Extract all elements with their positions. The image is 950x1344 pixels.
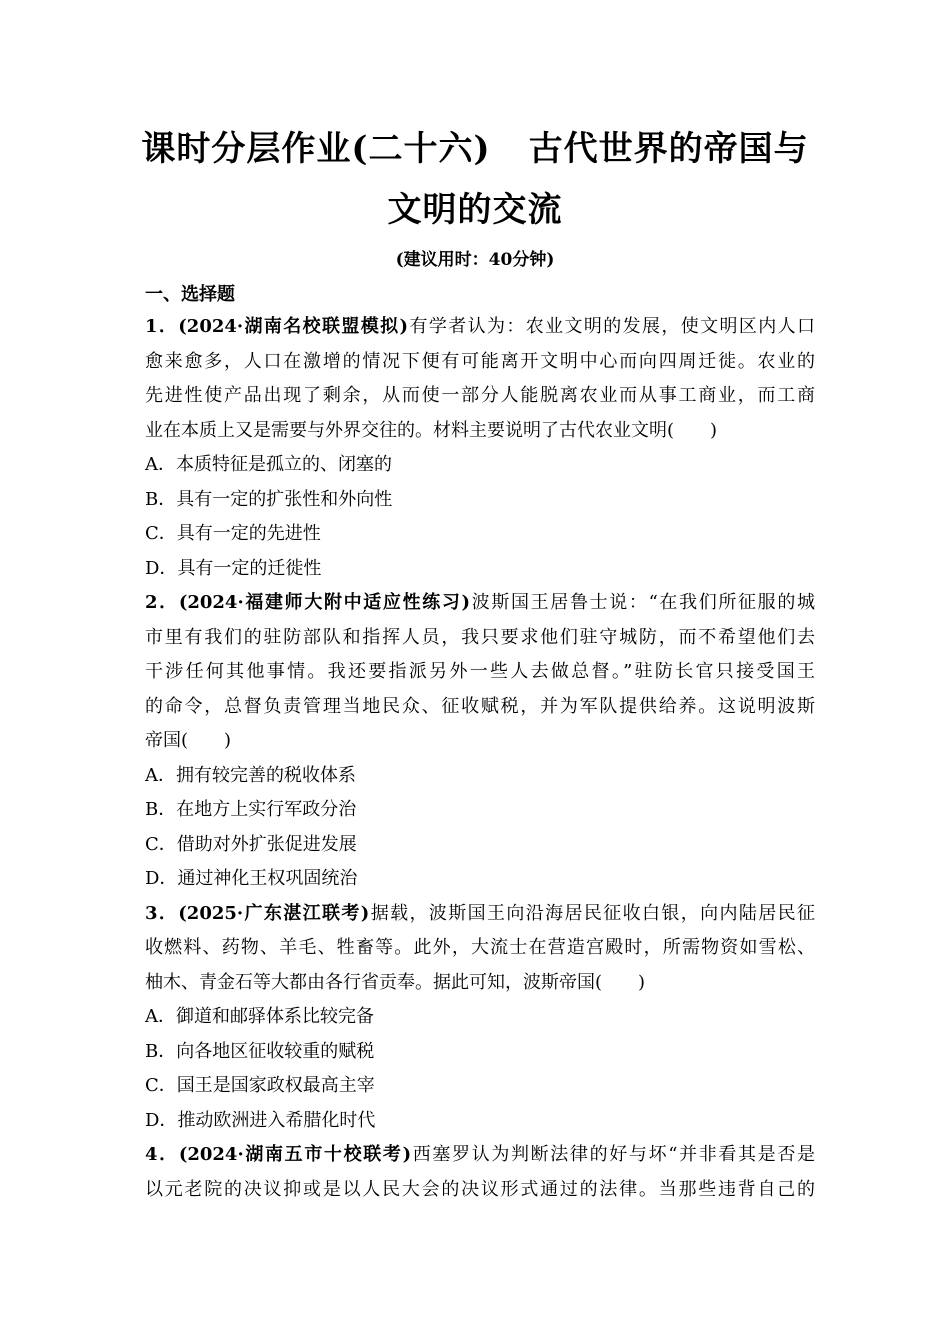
option-text: 向各地区征收较重的赋税 xyxy=(176,1040,375,1062)
question-content xyxy=(145,280,815,1207)
option-text: 具有一定的扩张性和外向性 xyxy=(176,488,393,510)
option-a xyxy=(145,448,815,483)
question-line xyxy=(145,1138,815,1173)
title-part-2: 古代世界的帝国与 xyxy=(528,129,809,169)
option-text: 通过神化王权巩固统治 xyxy=(177,868,358,889)
question-line xyxy=(145,414,815,449)
question-source: (2024·湖南名校联盟模拟) xyxy=(178,316,409,337)
question-line: 以元老院的决议抑或是以人民大会的决议形式通过的法律。当那些违背自己的 xyxy=(145,1178,815,1200)
option-text: 在地方上实行军政分治 xyxy=(176,799,357,820)
question-source: (2025·广东湛江联考) xyxy=(178,902,370,924)
option-d xyxy=(145,1104,815,1139)
option-letter: C． xyxy=(145,523,177,544)
section-heading: 一、选择题 xyxy=(145,284,235,305)
option-letter: D． xyxy=(145,557,178,579)
page-title-line-1 xyxy=(0,127,950,171)
page-title-line-2: 文明的交流 xyxy=(387,190,563,230)
option-d xyxy=(145,552,815,587)
question-number: 3． xyxy=(145,902,179,924)
question-line: 市里有我们的驻防部队和指挥人员，我只要求他们驻守城防，而不希望他们去 xyxy=(145,626,815,648)
option-b xyxy=(145,483,815,518)
question-tail: ) xyxy=(224,730,232,751)
option-text: 借助对外扩张促进发展 xyxy=(176,833,357,855)
title-part-1: 课时分层作业(二十六) xyxy=(141,129,491,169)
option-letter: A． xyxy=(145,764,176,786)
question-2 xyxy=(145,586,815,897)
question-tail: ) xyxy=(638,971,646,993)
question-line: 干涉任何其他事情。我还要指派另外一些人去做总督。”驻防长官只接受国王 xyxy=(145,661,815,682)
option-text: 御道和邮驿体系比较完备 xyxy=(176,1006,374,1027)
question-1 xyxy=(145,310,815,586)
question-text: 西塞罗认为判断法律的好与坏“并非看其是否是 xyxy=(411,1144,815,1165)
question-text: 据载，波斯国王向沿海居民征收白银，向内陆居民征 xyxy=(369,902,815,924)
option-c xyxy=(145,828,815,863)
question-4 xyxy=(145,1138,815,1207)
question-line: 收燃料、药物、羊毛、牲畜等。此外，大流士在营造宫殿时，所需物资如雪松、 xyxy=(145,937,815,958)
question-line xyxy=(145,966,815,1001)
option-text: 具有一定的迁徙性 xyxy=(177,557,322,579)
option-c xyxy=(145,1069,815,1104)
option-a xyxy=(145,1000,815,1035)
question-line: 的命令，总督负责管理当地民众、征收赋税，并为军队提供给养。这说明波斯 xyxy=(145,695,815,717)
question-number: 4． xyxy=(145,1144,179,1165)
question-line: 先进性使产品出现了剩余，从而使一部分人能脱离农业而从事工商业，而工商 xyxy=(145,385,815,406)
question-line xyxy=(145,897,815,932)
option-b xyxy=(145,1035,815,1070)
question-3 xyxy=(145,897,815,1139)
option-c xyxy=(145,517,815,552)
option-a xyxy=(145,759,815,794)
question-number: 1． xyxy=(145,316,179,337)
question-source: (2024·福建师大附中适应性练习) xyxy=(178,592,471,613)
question-text: 柚木、青金石等大都由各行省贡奉。据此可知，波斯帝国( xyxy=(145,971,603,993)
option-text: 推动欧洲进入希腊化时代 xyxy=(177,1109,376,1131)
option-b xyxy=(145,793,815,828)
question-line: 愈来愈多，人口在激增的情况下便有可能离开文明中心而向四周迁徙。农业的 xyxy=(145,350,815,372)
question-text: 波斯国王居鲁士说：“在我们所征服的城 xyxy=(470,592,815,613)
question-line xyxy=(145,310,815,345)
option-letter: D． xyxy=(145,1109,178,1131)
option-letter: B． xyxy=(145,488,177,510)
option-text: 国王是国家政权最高主宰 xyxy=(176,1075,375,1096)
question-line xyxy=(145,724,815,759)
option-letter: B． xyxy=(145,1040,177,1062)
option-text: 拥有较完善的税收体系 xyxy=(176,764,356,786)
option-letter: B． xyxy=(145,799,177,820)
question-text: 有学者认为：农业文明的发展，使文明区内人口 xyxy=(408,316,815,337)
question-text: 业在本质上又是需要与外界交往的。材料主要说明了古代农业文明( xyxy=(145,419,675,441)
option-text: 本质特征是孤立的、闭塞的 xyxy=(176,454,392,475)
option-letter: A． xyxy=(145,1006,176,1027)
question-line xyxy=(145,586,815,621)
option-text: 具有一定的先进性 xyxy=(176,523,321,544)
time-hint: (建议用时：40分钟) xyxy=(395,250,555,270)
question-tail: ) xyxy=(710,419,718,441)
question-source: (2024·湖南五市十校联考) xyxy=(178,1144,412,1165)
option-letter: C． xyxy=(145,1075,177,1096)
option-letter: D． xyxy=(145,868,178,889)
option-letter: A． xyxy=(145,454,176,475)
option-letter: C． xyxy=(145,833,177,855)
question-text: 帝国( xyxy=(145,730,189,751)
question-number: 2． xyxy=(145,592,179,613)
option-d xyxy=(145,862,815,897)
